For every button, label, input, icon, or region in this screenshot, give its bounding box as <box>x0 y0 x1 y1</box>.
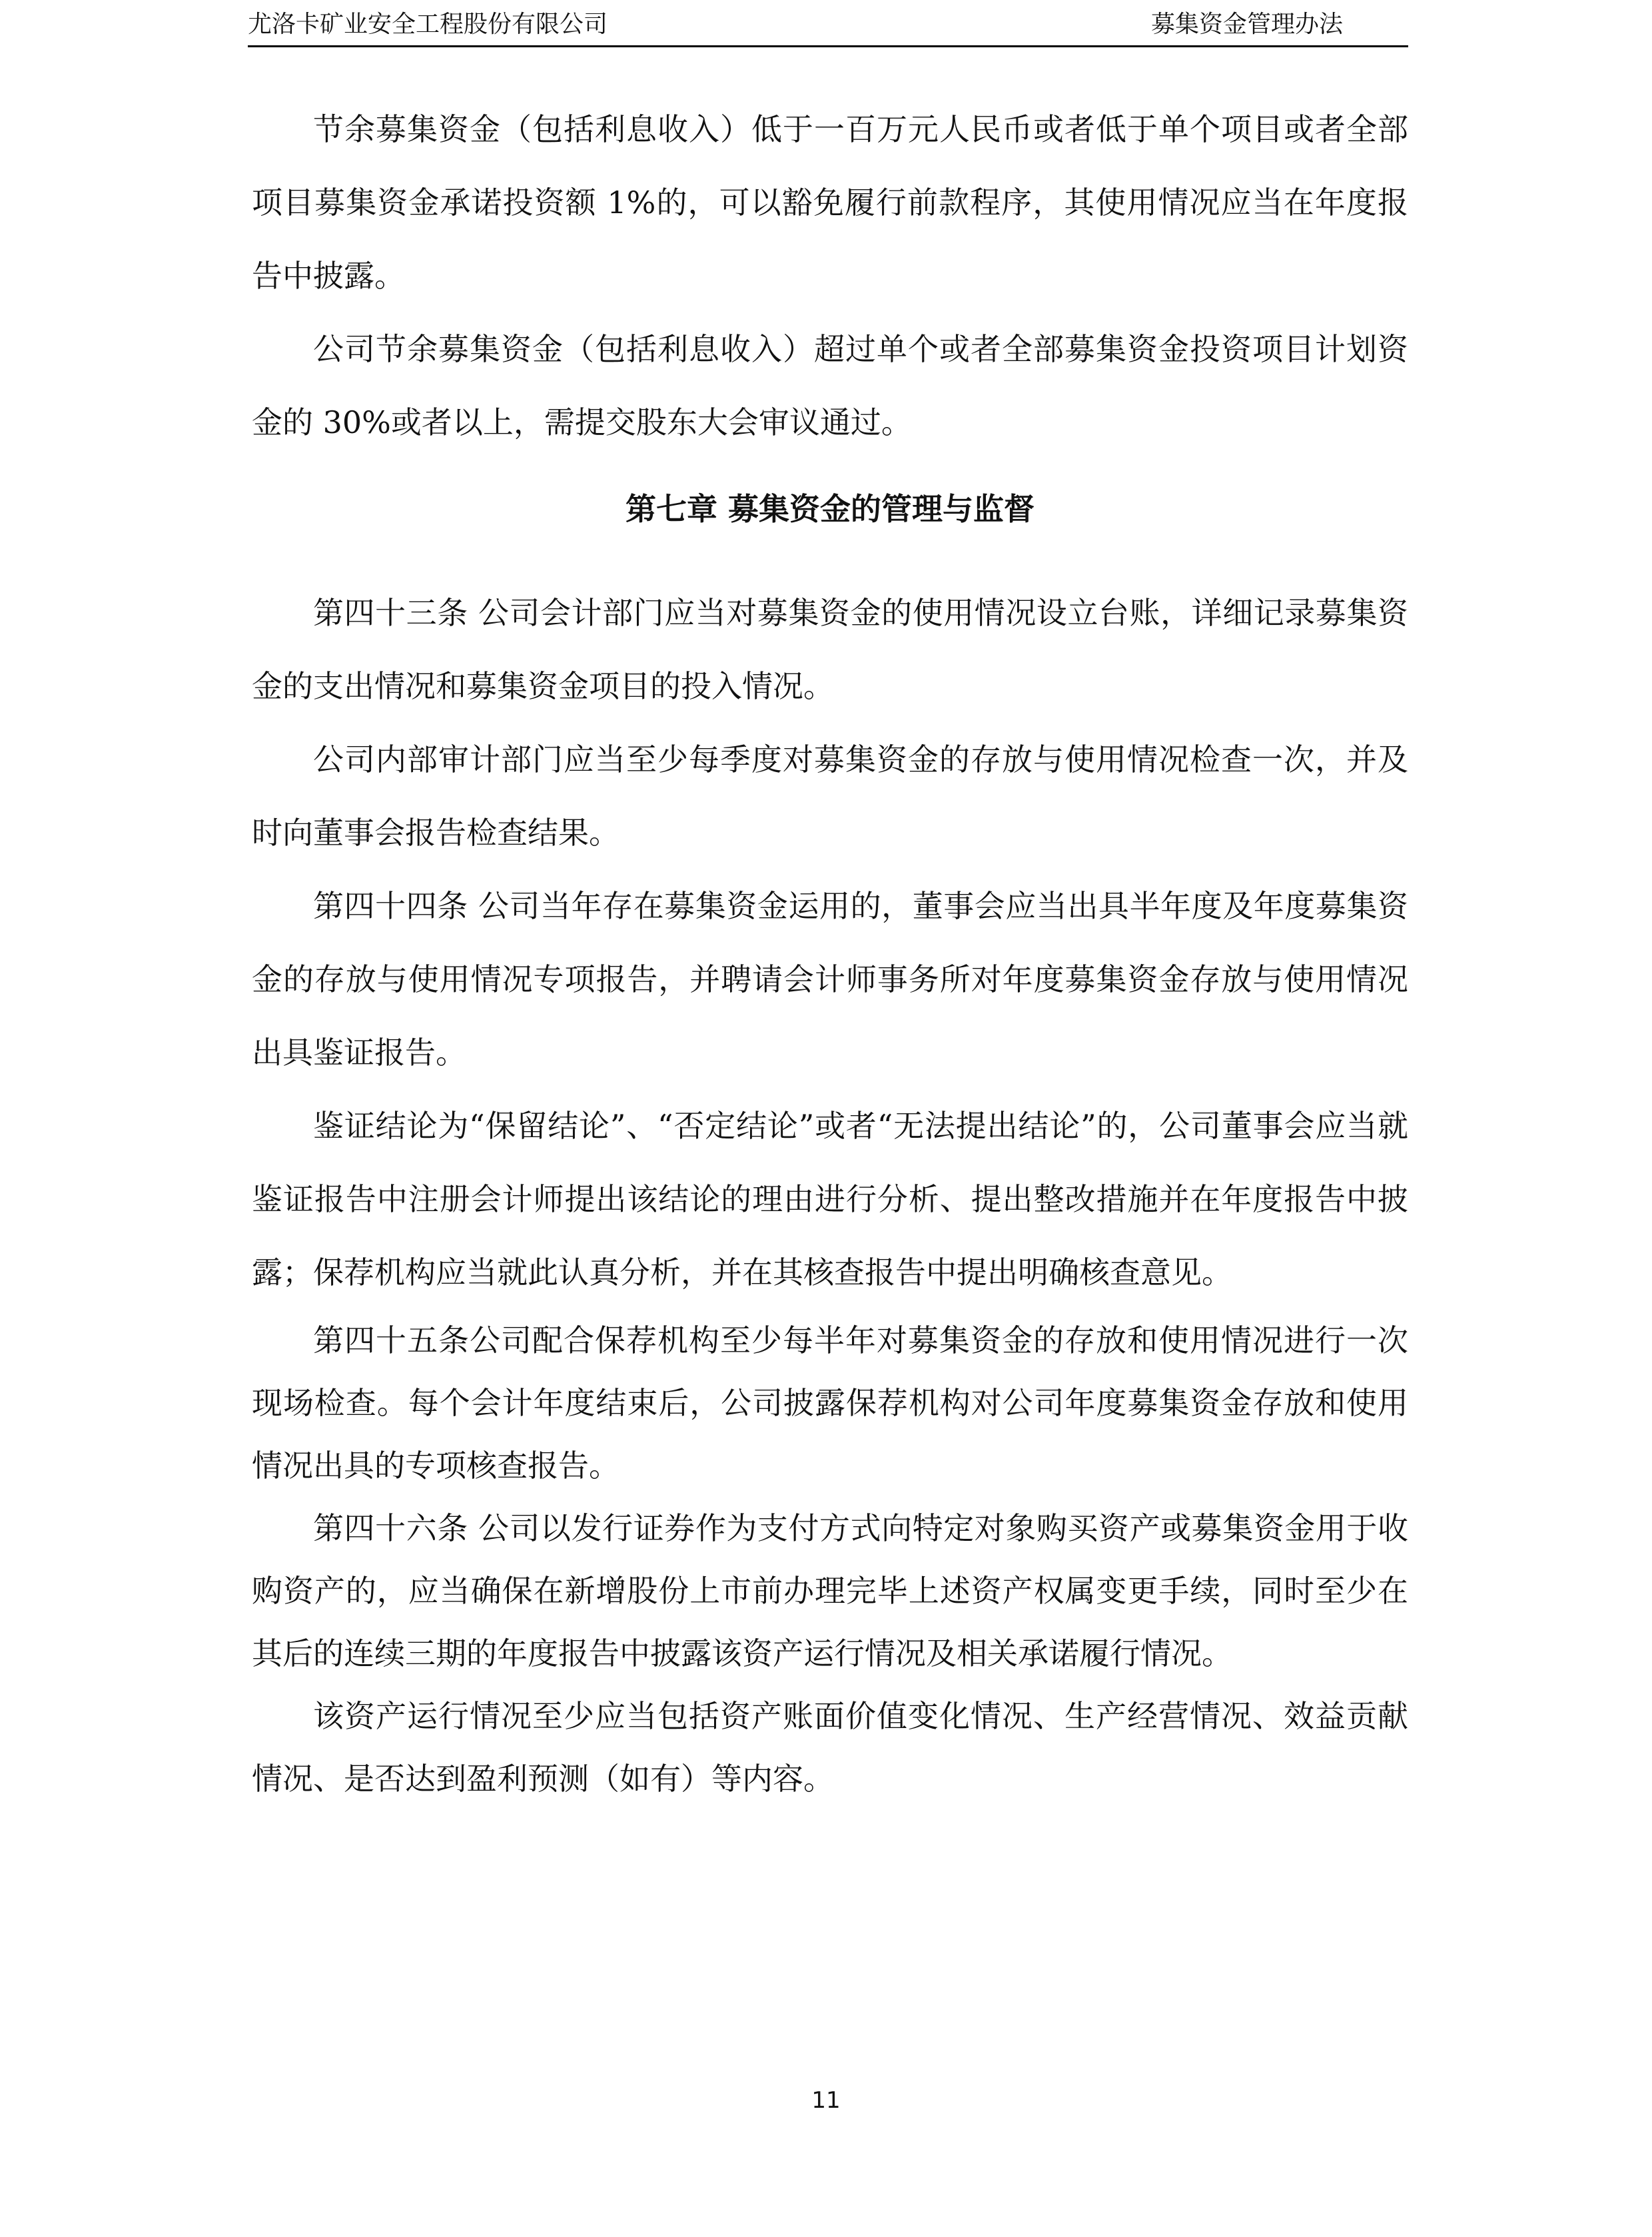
header-company-name: 尤洛卡矿业安全工程股份有限公司 <box>248 11 608 38</box>
document-body <box>252 93 1408 1810</box>
page-header <box>248 4 1408 47</box>
paragraph-surplus-funds-exemption: 节余募集资金（包括利息收入）低于一百万元人民币或者低于单个项目或者全部项目募集资金承诺投资额 1%的，可以豁免履行前款程序，其使用情况应当在年度报告中披露。 <box>252 111 1408 294</box>
paragraph-article-46: 第四十六条 公司以发行证券作为支付方式向特定对象购买资产或募集资金用于收购资产的，应当确保在新增股份上市前办理完毕上述资产权属变更手续，同时至少在其后的连续三期的年度报告中披露该资产运行情况及相关承诺履行情况。 <box>252 1510 1408 1671</box>
paragraph-assurance-conclusion: 鉴证结论为“保留结论”、“否定结论”或者“无法提出结论”的，公司董事会应当就鉴证报告中注册会计师提出该结论的理由进行分析、提出整改措施并在年度报告中披露；保荐机构应当就此认真分析，并在其核查报告中提出明确核查意见。 <box>252 1108 1408 1290</box>
paragraph-article-43: 第四十三条 公司会计部门应当对募集资金的使用情况设立台账，详细记录募集资金的支出情况和募集资金项目的投入情况。 <box>252 595 1408 704</box>
chapter-title: 第七章 募集资金的管理与监督 <box>625 491 1034 527</box>
paragraph-surplus-funds-approval: 公司节余募集资金（包括利息收入）超过单个或者全部募集资金投资项目计划资金的 30%或者以上，需提交股东大会审议通过。 <box>252 331 1408 440</box>
paragraph-article-44: 第四十四条 公司当年存在募集资金运用的，董事会应当出具半年度及年度募集资金的存放与使用情况专项报告，并聘请会计师事务所对年度募集资金存放与使用情况出具鉴证报告。 <box>252 888 1408 1071</box>
paragraph-asset-operation: 该资产运行情况至少应当包括资产账面价值变化情况、生产经营情况、效益贡献情况、是否达到盈利预测（如有）等内容。 <box>252 1698 1408 1797</box>
paragraph-article-45: 第四十五条公司配合保荐机构至少每半年对募集资金的存放和使用情况进行一次现场检查。每个会计年度结束后，公司披露保荐机构对公司年度募集资金存放和使用情况出具的专项核查报告。 <box>252 1322 1408 1484</box>
page-number: 11 <box>811 2087 841 2114</box>
header-document-title: 募集资金管理办法 <box>1150 11 1343 38</box>
paragraph-internal-audit: 公司内部审计部门应当至少每季度对募集资金的存放与使用情况检查一次，并及时向董事会报告检查结果。 <box>252 741 1408 851</box>
